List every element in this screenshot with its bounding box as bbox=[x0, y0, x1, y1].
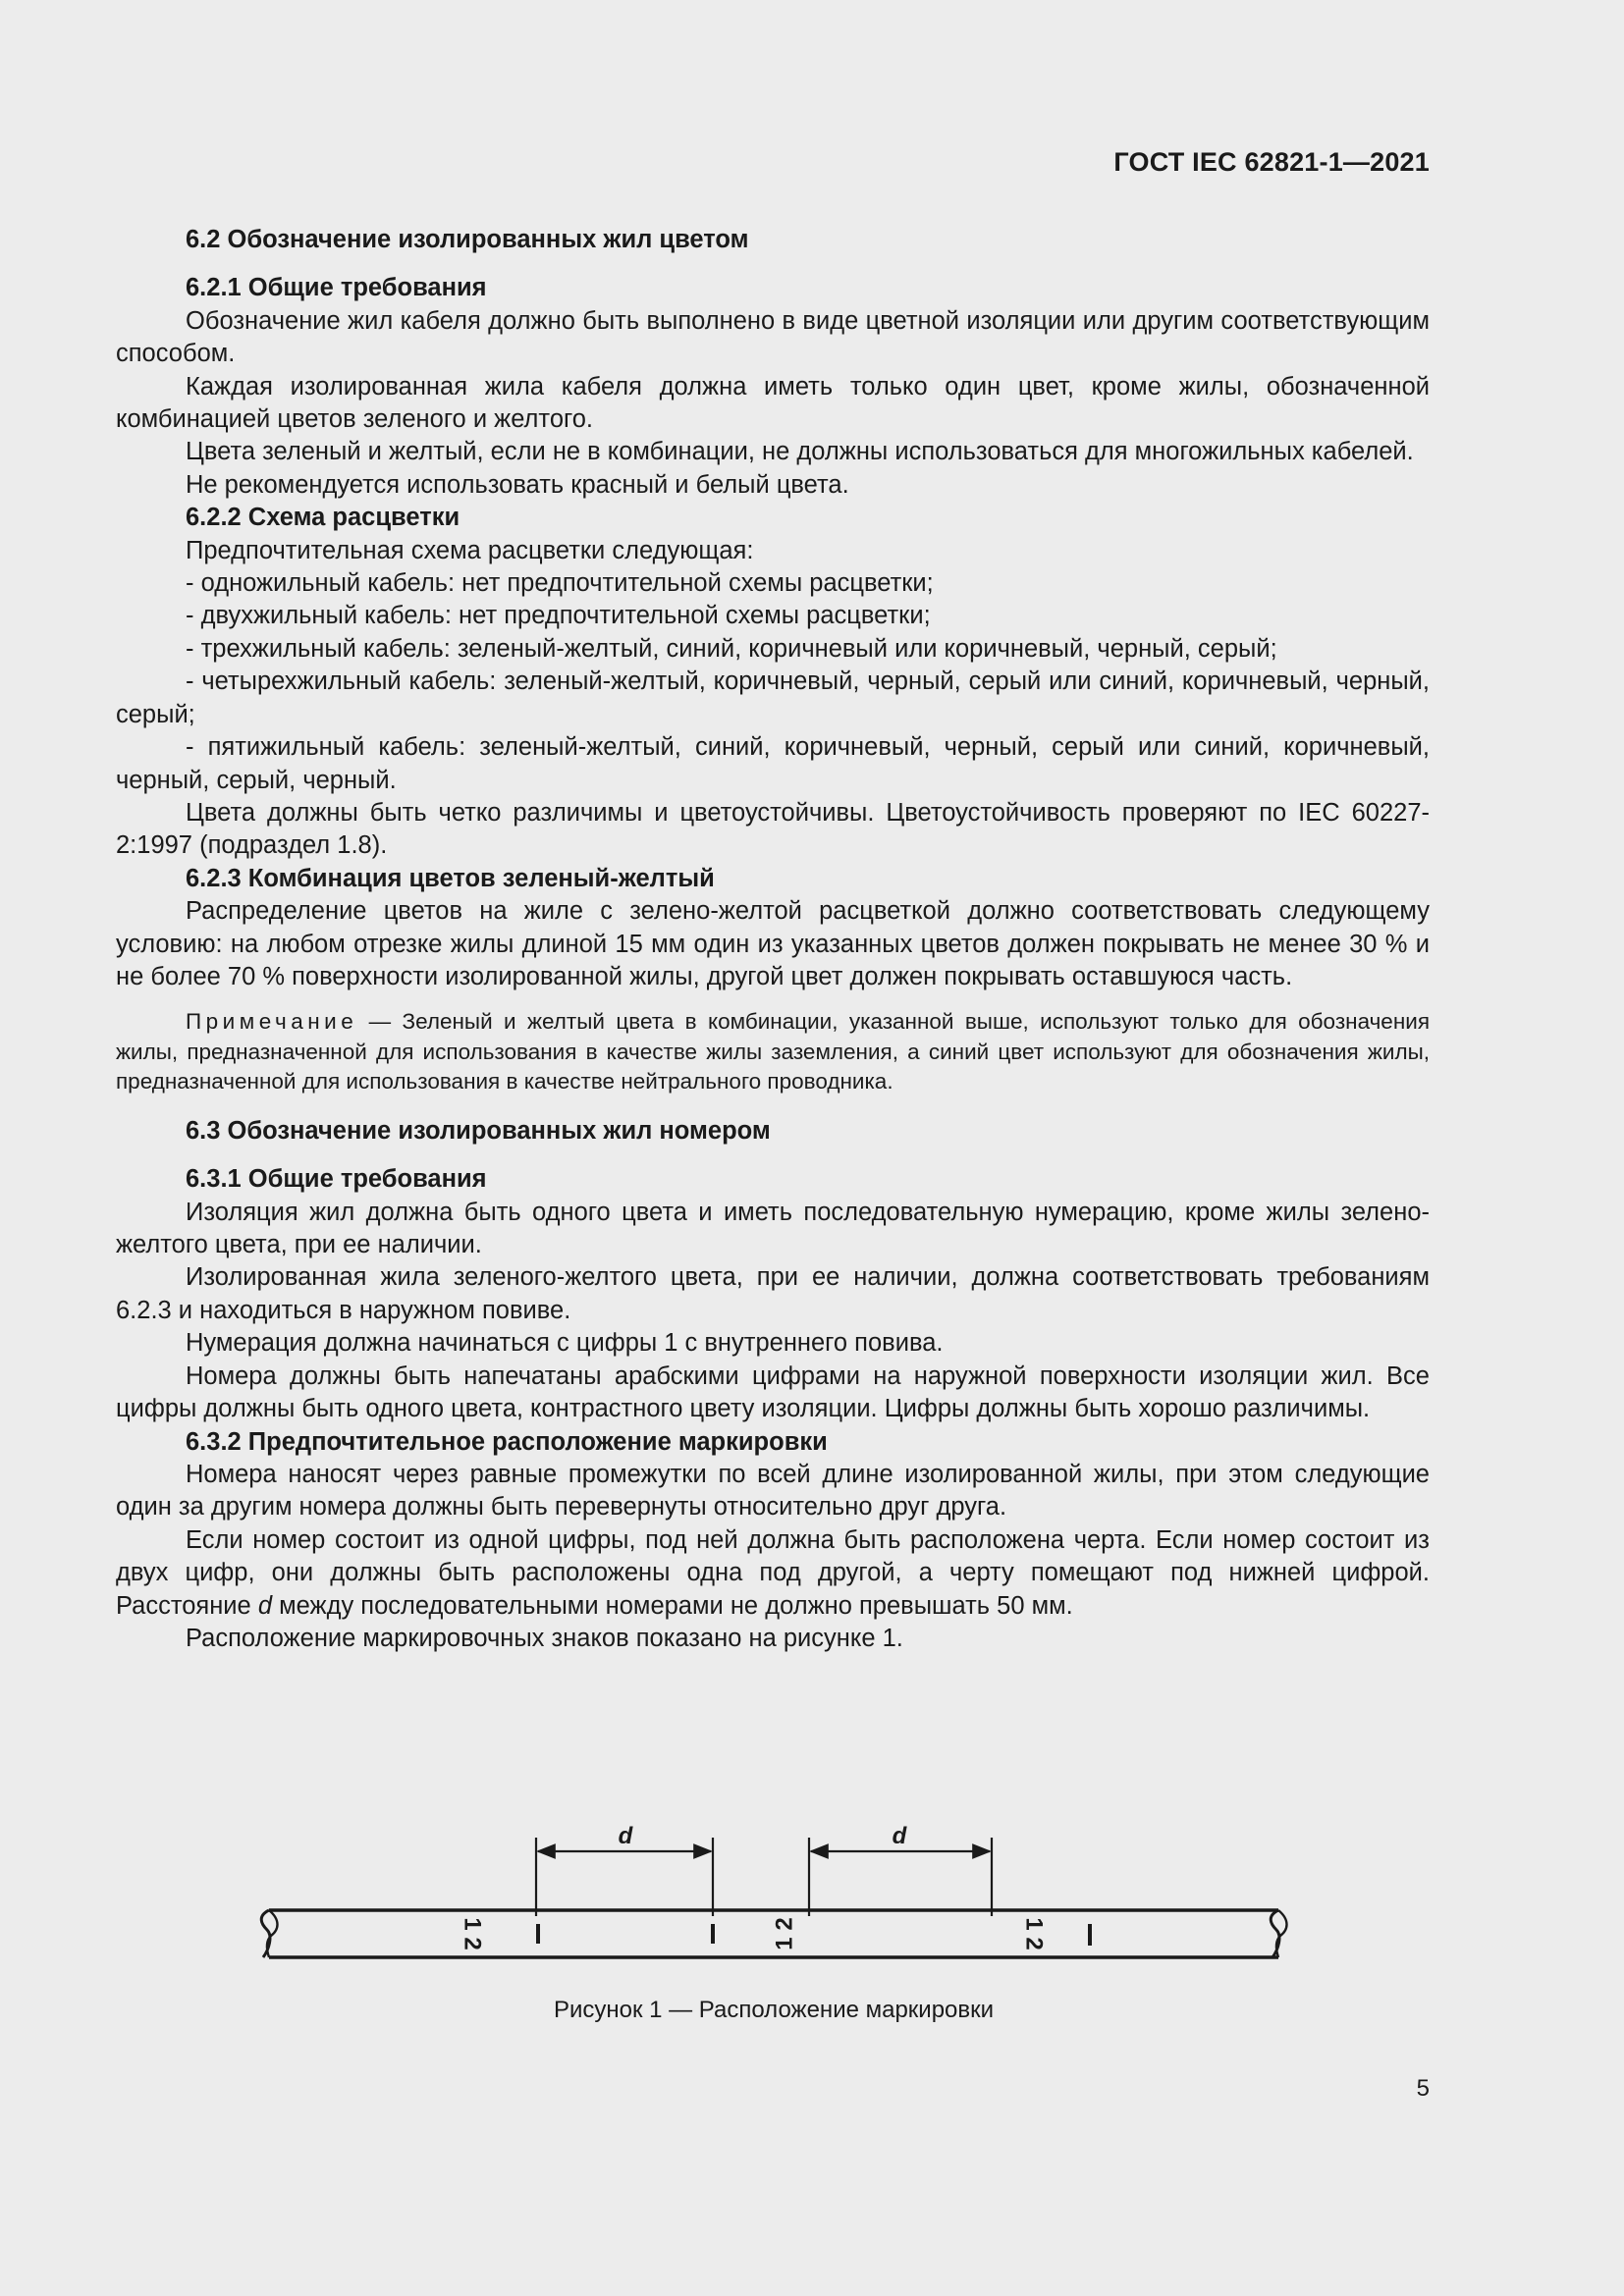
list-item: - пятижильный кабель: зеленый-желтый, синий, коричневый, черный, серый или синий, коричневый, черный, серый, черный. bbox=[116, 733, 1430, 794]
paragraph: Расположение маркировочных знаков показано на рисунке 1. bbox=[186, 1624, 903, 1652]
list-item: - двухжильный кабель: нет предпочтительной схемы расцветки; bbox=[186, 602, 931, 630]
marking-upright-1: 1 2 bbox=[459, 1917, 486, 1950]
list-item: - четырехжильный кабель: зеленый-желтый, коричневый, черный, серый или синий, коричневый, черный, серый; bbox=[116, 667, 1430, 728]
paragraph: Цвета должны быть четко различимы и цветоустойчивы. Цветоустойчивость проверяют по IEC 60227-2:1997 (подраздел 1.8). bbox=[116, 798, 1430, 860]
paragraph: Предпочтительная схема расцветки следующая: bbox=[186, 536, 754, 564]
figure-marking-layout bbox=[255, 1806, 1296, 1983]
section-heading-6-3: 6.3 Обозначение изолированных жил номером bbox=[186, 1116, 771, 1145]
marking-upright-3: 1 2 bbox=[1020, 1917, 1048, 1950]
paragraph: Изоляция жил должна быть одного цвета и иметь последовательную нумерацию, кроме жилы зелено-желтого цвета, при ее наличии. bbox=[116, 1198, 1430, 1259]
note bbox=[116, 1007, 1430, 1097]
figure-caption: Рисунок 1 — Расположение маркировки bbox=[553, 1997, 995, 2023]
paragraph: Обозначение жил кабеля должно быть выполнено в виде цветной изоляции или другим соответствующим способом. bbox=[116, 306, 1430, 368]
subsection-heading-6-3-1: 6.3.1 Общие требования bbox=[186, 1165, 487, 1194]
paragraph bbox=[116, 1524, 1430, 1623]
paragraph: Не рекомендуется использовать красный и белый цвета. bbox=[186, 470, 849, 499]
note-text: — Зеленый и желтый цвета в комбинации, указанной выше, используют только для обозначения жилы, предназначенной для использования в качестве жилы заземления, а синий цвет используют для обозначения жилы, предназначенной для использования в качестве нейтрального проводника. bbox=[116, 1009, 1430, 1095]
paragraph: Номера наносят через равные промежутки по всей длине изолированной жилы, при этом следующие один за другим номера должны быть перевернуты относительно друг друга. bbox=[116, 1460, 1430, 1522]
list-item: - одножильный кабель: нет предпочтительной схемы расцветки; bbox=[186, 569, 934, 598]
dimension-label-d-1: d bbox=[618, 1823, 633, 1849]
marking-flipped-2: 1 2 bbox=[771, 1917, 798, 1950]
note-label: Примечание bbox=[186, 1009, 358, 1035]
paragraph: Цвета зеленый и желтый, если не в комбинации, не должны использоваться для многожильных кабелей. bbox=[186, 438, 1414, 466]
page-number: 5 bbox=[1416, 2075, 1430, 2102]
document-body bbox=[116, 224, 1430, 1655]
paragraph-text: между последовательными номерами не должно превышать 50 мм. bbox=[272, 1591, 1073, 1620]
paragraph-text: Если номер состоит из одной цифры, под ней должна быть расположена черта. Если номер состоит из двух цифр, они должны быть расположены одна под другой, а черту помещают под нижней цифрой. Расстояние bbox=[116, 1525, 1430, 1620]
list-item: - трехжильный кабель: зеленый-желтый, синий, коричневый или коричневый, черный, серый; bbox=[186, 634, 1277, 663]
cable-diagram bbox=[255, 1806, 1296, 1983]
subsection-heading-6-2-3: 6.2.3 Комбинация цветов зеленый-желтый bbox=[186, 864, 715, 892]
paragraph: Номера должны быть напечатаны арабскими цифрами на наружной поверхности изоляции жил. Все цифры должны быть одного цвета, контрастного цвету изоляции. Цифры должны быть хорошо различимы. bbox=[116, 1362, 1430, 1423]
dimension-extension-lines bbox=[536, 1838, 992, 1916]
document-code: ГОСТ IEC 62821-1—2021 bbox=[1113, 147, 1430, 177]
paragraph: Изолированная жила зеленого-желтого цвета, при ее наличии, должна соответствовать требованиям 6.2.3 и находиться в наружном повиве. bbox=[116, 1263, 1430, 1324]
dimension-label-d-2: d bbox=[892, 1823, 907, 1849]
paragraph: Распределение цветов на жиле с зелено-желтой расцветкой должно соответствовать следующему условию: на любом отрезке жилы длиной 15 мм один из указанных цветов должен покрывать не менее 30 % и не более 70 % поверхности изолированной жилы, другой цвет должен покрывать оставшуюся часть. bbox=[116, 897, 1430, 990]
variable-d: d bbox=[257, 1591, 273, 1620]
paragraph: Каждая изолированная жила кабеля должна иметь только один цвет, кроме жилы, обозначенной комбинацией цветов зеленого и желтого. bbox=[116, 372, 1430, 434]
section-heading-6-2: 6.2 Обозначение изолированных жил цветом bbox=[186, 226, 749, 253]
subsection-heading-6-2-1: 6.2.1 Общие требования bbox=[186, 274, 487, 302]
paragraph: Нумерация должна начинаться с цифры 1 с внутреннего повива. bbox=[186, 1329, 944, 1358]
subsection-heading-6-3-2: 6.3.2 Предпочтительное расположение маркировки bbox=[186, 1427, 828, 1456]
subsection-heading-6-2-2: 6.2.2 Схема расцветки bbox=[186, 504, 460, 532]
